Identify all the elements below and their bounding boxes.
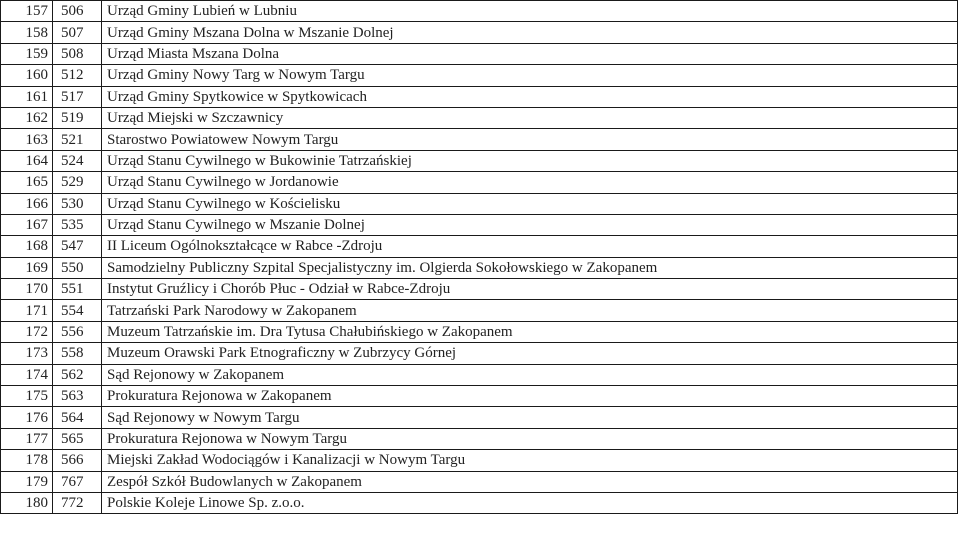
table-row	[1, 22, 958, 43]
institution-code-cell: 529	[53, 172, 102, 193]
institution-name-cell: Urząd Gminy Spytkowice w Spytkowicach	[102, 86, 958, 107]
institution-name-cell: Urząd Stanu Cywilnego w Jordanowie	[102, 172, 958, 193]
institution-name-cell: Urząd Gminy Nowy Targ w Nowym Targu	[102, 65, 958, 86]
table-row	[1, 300, 958, 321]
institution-code-cell: 556	[53, 321, 102, 342]
institution-name-cell: Instytut Gruźlicy i Chorób Płuc - Odział w Rabce-Zdroju	[102, 279, 958, 300]
table-row	[1, 193, 958, 214]
institution-code-cell: 519	[53, 107, 102, 128]
row-number-cell: 159	[1, 43, 53, 64]
institution-code-cell: 566	[53, 450, 102, 471]
institution-name-cell: Sąd Rejonowy w Nowym Targu	[102, 407, 958, 428]
institution-name-cell: Urząd Miejski w Szczawnicy	[102, 107, 958, 128]
table-row	[1, 1, 958, 22]
row-number-cell: 175	[1, 386, 53, 407]
institution-code-cell: 508	[53, 43, 102, 64]
institution-name-cell: Prokuratura Rejonowa w Nowym Targu	[102, 428, 958, 449]
institution-code-cell: 535	[53, 214, 102, 235]
row-number-cell: 169	[1, 257, 53, 278]
table-row	[1, 471, 958, 492]
institution-code-cell: 517	[53, 86, 102, 107]
institution-name-cell: Urząd Stanu Cywilnego w Kościelisku	[102, 193, 958, 214]
table-row	[1, 279, 958, 300]
table-row	[1, 343, 958, 364]
row-number-cell: 167	[1, 214, 53, 235]
institution-name-cell: Muzeum Tatrzańskie im. Dra Tytusa Chałubińskiego w Zakopanem	[102, 321, 958, 342]
institution-name-cell: Zespół Szkół Budowlanych w Zakopanem	[102, 471, 958, 492]
row-number-cell: 164	[1, 150, 53, 171]
table-row	[1, 364, 958, 385]
table-body	[1, 1, 958, 514]
institution-code-cell: 530	[53, 193, 102, 214]
institution-name-cell: Polskie Koleje Linowe Sp. z.o.o.	[102, 492, 958, 513]
institution-name-cell: Prokuratura Rejonowa w Zakopanem	[102, 386, 958, 407]
table-row	[1, 236, 958, 257]
institution-code-cell: 562	[53, 364, 102, 385]
institution-code-cell: 551	[53, 279, 102, 300]
table-row	[1, 129, 958, 150]
row-number-cell: 171	[1, 300, 53, 321]
row-number-cell: 174	[1, 364, 53, 385]
row-number-cell: 168	[1, 236, 53, 257]
institution-name-cell: Urząd Miasta Mszana Dolna	[102, 43, 958, 64]
row-number-cell: 163	[1, 129, 53, 150]
table-row	[1, 492, 958, 513]
institution-code-cell: 524	[53, 150, 102, 171]
table-row	[1, 86, 958, 107]
institution-code-cell: 507	[53, 22, 102, 43]
row-number-cell: 157	[1, 1, 53, 22]
institution-name-cell: Urząd Stanu Cywilnego w Mszanie Dolnej	[102, 214, 958, 235]
institution-code-cell: 564	[53, 407, 102, 428]
row-number-cell: 179	[1, 471, 53, 492]
table-row	[1, 407, 958, 428]
institution-code-cell: 550	[53, 257, 102, 278]
institution-code-cell: 565	[53, 428, 102, 449]
institution-code-cell: 767	[53, 471, 102, 492]
institution-name-cell: II Liceum Ogólnokształcące w Rabce -Zdroju	[102, 236, 958, 257]
institution-name-cell: Urząd Gminy Mszana Dolna w Mszanie Dolnej	[102, 22, 958, 43]
table-row	[1, 65, 958, 86]
row-number-cell: 178	[1, 450, 53, 471]
row-number-cell: 176	[1, 407, 53, 428]
row-number-cell: 177	[1, 428, 53, 449]
institution-code-cell: 547	[53, 236, 102, 257]
institution-code-cell: 772	[53, 492, 102, 513]
institution-name-cell: Urząd Stanu Cywilnego w Bukowinie Tatrzańskiej	[102, 150, 958, 171]
row-number-cell: 166	[1, 193, 53, 214]
row-number-cell: 172	[1, 321, 53, 342]
table-row	[1, 428, 958, 449]
table-row	[1, 43, 958, 64]
institution-name-cell: Sąd Rejonowy w Zakopanem	[102, 364, 958, 385]
institution-code-cell: 558	[53, 343, 102, 364]
table-row	[1, 386, 958, 407]
institution-code-cell: 506	[53, 1, 102, 22]
table-row	[1, 214, 958, 235]
institution-name-cell: Samodzielny Publiczny Szpital Specjalistyczny im. Olgierda Sokołowskiego w Zakopanem	[102, 257, 958, 278]
institution-code-cell: 512	[53, 65, 102, 86]
table-row	[1, 107, 958, 128]
institution-name-cell: Tatrzański Park Narodowy w Zakopanem	[102, 300, 958, 321]
row-number-cell: 165	[1, 172, 53, 193]
row-number-cell: 173	[1, 343, 53, 364]
row-number-cell: 161	[1, 86, 53, 107]
institution-name-cell: Starostwo Powiatowew Nowym Targu	[102, 129, 958, 150]
institution-name-cell: Urząd Gminy Lubień w Lubniu	[102, 1, 958, 22]
row-number-cell: 170	[1, 279, 53, 300]
institution-name-cell: Miejski Zakład Wodociągów i Kanalizacji w Nowym Targu	[102, 450, 958, 471]
table-row	[1, 321, 958, 342]
row-number-cell: 158	[1, 22, 53, 43]
table-row	[1, 257, 958, 278]
table-row	[1, 172, 958, 193]
row-number-cell: 160	[1, 65, 53, 86]
row-number-cell: 162	[1, 107, 53, 128]
row-number-cell: 180	[1, 492, 53, 513]
table-row	[1, 450, 958, 471]
institution-code-cell: 554	[53, 300, 102, 321]
table-row	[1, 150, 958, 171]
institution-name-cell: Muzeum Orawski Park Etnograficzny w Zubrzycy Górnej	[102, 343, 958, 364]
institution-code-cell: 521	[53, 129, 102, 150]
institution-code-cell: 563	[53, 386, 102, 407]
